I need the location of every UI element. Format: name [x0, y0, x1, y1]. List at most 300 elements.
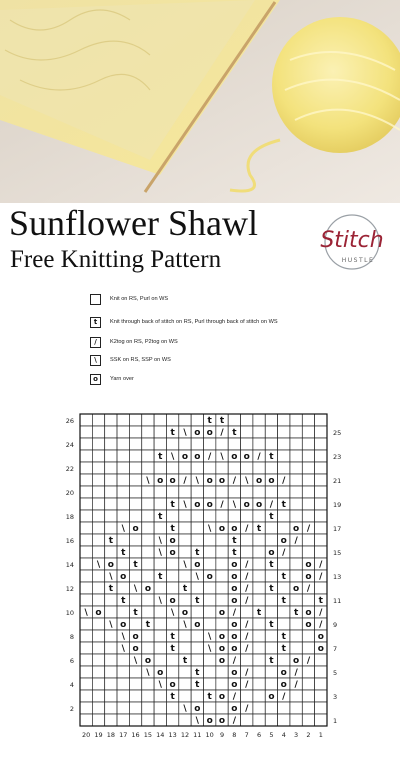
chart-cell [179, 546, 191, 558]
chart-cell [117, 498, 129, 510]
chart-cell [92, 618, 104, 630]
chart-cell [80, 510, 92, 522]
chart-cell [204, 678, 216, 690]
column-label: 4 [281, 731, 286, 739]
chart-symbol: o [144, 584, 152, 594]
chart-cell [278, 582, 290, 594]
chart-cell [166, 558, 178, 570]
chart-cell [142, 630, 154, 642]
chart-cell [253, 594, 265, 606]
chart-symbol: \ [133, 584, 138, 594]
chart-symbol: \ [195, 572, 199, 582]
chart-symbol: / [232, 716, 237, 726]
chart-cell [80, 582, 92, 594]
chart-symbol: t [170, 524, 175, 534]
chart-cell [105, 594, 117, 606]
chart-cell [204, 486, 216, 498]
chart-cell [216, 486, 228, 498]
chart-cell [290, 450, 302, 462]
chart-cell [253, 666, 265, 678]
chart-cell [191, 654, 203, 666]
chart-symbol: o [206, 500, 213, 510]
chart-symbol: o [231, 596, 238, 606]
chart-cell [154, 558, 166, 570]
chart-symbol: t [133, 560, 138, 570]
chart-symbol: / [245, 620, 249, 630]
chart-cell [179, 462, 191, 474]
chart-cell [179, 666, 191, 678]
chart-symbol: \ [220, 452, 224, 462]
chart-symbol: o [218, 524, 226, 534]
chart-cell [265, 678, 277, 690]
chart-symbol: o [206, 476, 213, 486]
chart-symbol: / [306, 584, 311, 594]
chart-cell [166, 462, 178, 474]
chart-cell [241, 462, 253, 474]
chart-symbol: o [293, 584, 300, 594]
page-subtitle: Free Knitting Pattern [10, 246, 222, 273]
chart-cell [241, 606, 253, 618]
chart-cell [117, 690, 129, 702]
chart-cell [154, 462, 166, 474]
chart-symbol: / [220, 500, 224, 510]
chart-cell [92, 498, 104, 510]
chart-symbol: o [231, 452, 238, 462]
column-label: 6 [257, 731, 262, 739]
chart-cell [228, 462, 240, 474]
chart-cell [253, 642, 265, 654]
chart-cell [80, 630, 92, 642]
chart-symbol: t [121, 596, 126, 606]
chart-cell [278, 450, 290, 462]
chart-cell [253, 426, 265, 438]
chart-cell [191, 606, 203, 618]
column-label: 2 [306, 731, 311, 739]
chart-cell [191, 414, 203, 426]
row-label-right: 5 [333, 669, 338, 677]
chart-cell [105, 438, 117, 450]
chart-symbol: \ [109, 620, 113, 630]
chart-symbol: o [317, 632, 324, 642]
chart-cell [105, 426, 117, 438]
chart-cell [302, 630, 314, 642]
chart-cell [265, 714, 277, 726]
chart-cell [290, 630, 302, 642]
chart-cell [154, 654, 166, 666]
chart-cell [241, 438, 253, 450]
chart-symbol: t [281, 644, 286, 654]
chart-cell [117, 654, 129, 666]
chart-symbol: o [305, 608, 312, 618]
chart-cell [253, 462, 265, 474]
chart-cell [290, 486, 302, 498]
knitting-photo [0, 0, 400, 203]
chart-cell [216, 702, 228, 714]
chart-cell [80, 462, 92, 474]
chart-symbol: t [121, 548, 126, 558]
chart-cell [265, 702, 277, 714]
column-label: 13 [168, 731, 177, 739]
chart-cell [179, 690, 191, 702]
chart-symbol: o [157, 476, 164, 486]
chart-symbol: o [194, 560, 201, 570]
row-label-right: 13 [333, 573, 342, 581]
chart-cell [228, 510, 240, 522]
chart-symbol: t [170, 428, 175, 438]
row-label-left: 2 [69, 705, 74, 713]
chart-symbol: \ [183, 704, 187, 714]
chart-cell [80, 666, 92, 678]
chart-cell [80, 714, 92, 726]
chart-cell [290, 546, 302, 558]
chart-cell [241, 654, 253, 666]
chart-symbol: o [132, 632, 139, 642]
row-label-left: 6 [69, 657, 74, 665]
chart-symbol: t [108, 584, 114, 594]
chart-cell [92, 510, 104, 522]
chart-cell [265, 486, 277, 498]
chart-symbol: o [120, 572, 127, 582]
chart-cell [142, 546, 154, 558]
chart-cell [92, 570, 104, 582]
chart-symbol: \ [195, 716, 199, 726]
chart-cell [191, 438, 203, 450]
row-label-left: 26 [65, 417, 74, 425]
chart-cell [265, 642, 277, 654]
chart-cell [278, 426, 290, 438]
chart-cell [105, 546, 117, 558]
chart-cell [302, 594, 314, 606]
row-label-right: 25 [333, 429, 342, 437]
chart-symbol: \ [183, 428, 187, 438]
chart-cell [278, 510, 290, 522]
chart-cell [92, 486, 104, 498]
legend-item [90, 373, 134, 385]
column-label: 9 [219, 731, 225, 739]
chart-symbol: o [169, 680, 176, 690]
chart-cell [142, 426, 154, 438]
column-label: 15 [143, 731, 153, 739]
chart-cell [105, 474, 117, 486]
chart-cell [105, 522, 117, 534]
chart-symbol: o [206, 428, 213, 438]
chart-symbol: o [305, 620, 312, 630]
chart-cell [142, 414, 154, 426]
chart-symbol: o [120, 620, 127, 630]
legend-text: K2tog on RS, P2tog on WS [110, 339, 178, 345]
chart-cell [204, 462, 216, 474]
chart-symbol: o [169, 548, 176, 558]
chart-cell [80, 642, 92, 654]
chart-cell [80, 522, 92, 534]
chart-symbol: o [231, 632, 238, 642]
chart-cell [80, 414, 92, 426]
chart-cell [117, 426, 129, 438]
chart-cell [204, 594, 216, 606]
chart-cell [179, 486, 191, 498]
chart-cell [105, 606, 117, 618]
chart-cell [179, 642, 191, 654]
chart-cell [302, 438, 314, 450]
chart-symbol: t [281, 596, 286, 606]
chart-symbol: o [231, 572, 238, 582]
chart-cell [80, 654, 92, 666]
chart-cell [265, 522, 277, 534]
chart-symbol: t [170, 632, 175, 642]
chart-cell [302, 510, 314, 522]
chart-cell [253, 546, 265, 558]
chart-cell [216, 678, 228, 690]
chart-cell [204, 582, 216, 594]
chart-cell [241, 414, 253, 426]
chart-cell [80, 474, 92, 486]
legend-item [90, 354, 171, 366]
chart-symbol: / [294, 536, 298, 546]
chart-cell [105, 462, 117, 474]
chart-symbol: / [306, 524, 311, 534]
chart-symbol: o [255, 476, 263, 486]
chart-cell [278, 702, 290, 714]
chart-symbol: o [218, 608, 226, 618]
chart-symbol: o [317, 644, 324, 654]
chart-symbol: / [294, 668, 298, 678]
chart-symbol: o [293, 524, 300, 534]
chart-cell [315, 438, 327, 450]
chart-symbol: t [158, 512, 163, 522]
chart-cell [290, 594, 302, 606]
chart-cell [179, 630, 191, 642]
chart-symbol: \ [183, 560, 187, 570]
chart-cell [216, 618, 228, 630]
chart-cell [253, 558, 265, 570]
chart-cell [204, 534, 216, 546]
chart-cell [129, 666, 141, 678]
chart-cell [302, 642, 314, 654]
chart-cell [302, 486, 314, 498]
chart-cell [129, 450, 141, 462]
row-label-right: 9 [333, 621, 338, 629]
chart-symbol: / [257, 452, 261, 462]
chart-symbol: o [231, 524, 238, 534]
column-label: 19 [94, 731, 103, 739]
chart-cell [191, 690, 203, 702]
chart-cell [191, 486, 203, 498]
chart-symbol: o [218, 632, 226, 642]
chart-symbol: o [206, 572, 213, 582]
row-label-right: 3 [333, 693, 338, 701]
chart-cell [117, 510, 129, 522]
chart-symbol: t [232, 548, 237, 558]
chart-symbol: o [218, 476, 226, 486]
chart-cell [92, 426, 104, 438]
chart-symbol: t [207, 416, 212, 426]
legend-text: Knit on RS, Purl on WS [110, 296, 169, 302]
chart-cell [92, 690, 104, 702]
chart-cell [129, 618, 141, 630]
chart-cell [129, 426, 141, 438]
chart-cell [191, 462, 203, 474]
column-label: 17 [119, 731, 128, 739]
chart-cell [179, 414, 191, 426]
chart-symbol: o [132, 524, 139, 534]
chart-symbol: \ [146, 668, 150, 678]
chart-symbol: o [169, 536, 176, 546]
chart-cell [80, 702, 92, 714]
chart-symbol: o [194, 500, 201, 510]
chart-cell [253, 702, 265, 714]
chart-symbol: / [269, 500, 274, 510]
chart-cell [315, 510, 327, 522]
chart-cell [154, 582, 166, 594]
chart-symbol: o [144, 656, 152, 666]
chart-symbol: t [256, 608, 262, 618]
chart-cell [80, 570, 92, 582]
chart-cell [117, 450, 129, 462]
chart-cell [179, 510, 191, 522]
chart-cell [154, 702, 166, 714]
chart-symbol: o [95, 608, 102, 618]
chart-cell [253, 534, 265, 546]
chart-cell [265, 426, 277, 438]
chart-cell [154, 426, 166, 438]
chart-cell [191, 630, 203, 642]
chart-symbol: t [182, 584, 188, 594]
chart-symbol: t [108, 536, 114, 546]
chart-cell [105, 702, 117, 714]
chart-symbol: o [231, 560, 238, 570]
chart-symbol: o [181, 608, 189, 618]
logo-sub: HUSTLE [341, 257, 375, 264]
chart-cell [253, 582, 265, 594]
chart-symbol: / [245, 524, 249, 534]
chart-cell [290, 498, 302, 510]
chart-symbol: o [218, 692, 226, 702]
chart-cell [129, 546, 141, 558]
chart-cell [216, 666, 228, 678]
chart-symbol: o [305, 572, 312, 582]
chart-cell [290, 558, 302, 570]
chart-symbol: / [245, 704, 249, 714]
chart-cell [154, 630, 166, 642]
chart-cell [278, 414, 290, 426]
chart-symbol: \ [121, 632, 125, 642]
chart-cell [142, 690, 154, 702]
chart-symbol: o [280, 536, 287, 546]
chart-symbol: \ [158, 596, 162, 606]
chart-cell [105, 450, 117, 462]
chart-cell [105, 690, 117, 702]
chart-cell [142, 714, 154, 726]
column-label: 12 [180, 731, 190, 739]
chart-symbol: t [281, 632, 286, 642]
chart-cell [92, 678, 104, 690]
chart-symbol: o [206, 716, 213, 726]
chart-symbol: o [231, 668, 238, 678]
chart-cell [278, 714, 290, 726]
chart-symbol: \ [245, 476, 249, 486]
chart-cell [290, 618, 302, 630]
row-label-right: 17 [333, 525, 342, 533]
chart-cell [166, 486, 178, 498]
chart-cell [142, 510, 154, 522]
chart-cell [92, 630, 104, 642]
chart-cell [265, 414, 277, 426]
chart-symbol: o [231, 704, 238, 714]
chart-cell [241, 486, 253, 498]
chart-cell [80, 558, 92, 570]
chart-cell [302, 462, 314, 474]
chart-cell [204, 702, 216, 714]
legend-item [90, 336, 178, 348]
chart-cell [154, 606, 166, 618]
chart-cell [117, 462, 129, 474]
row-label-left: 22 [65, 465, 74, 473]
chart-cell [216, 558, 228, 570]
chart-symbol: o [218, 644, 226, 654]
legend-symbol [90, 294, 101, 305]
chart-cell [265, 438, 277, 450]
chart-cell [253, 630, 265, 642]
legend-symbol: o [90, 374, 101, 385]
row-label-left: 14 [65, 561, 74, 569]
chart-cell [241, 690, 253, 702]
chart-symbol: t [281, 500, 286, 510]
chart-symbol: t [232, 536, 237, 546]
chart-cell [80, 426, 92, 438]
header-photo [0, 0, 400, 203]
chart-cell [302, 546, 314, 558]
chart-cell [290, 462, 302, 474]
chart-cell [105, 678, 117, 690]
chart-cell [105, 486, 117, 498]
chart-symbol: o [194, 428, 201, 438]
chart-symbol: / [220, 428, 224, 438]
chart-symbol: t [219, 416, 225, 426]
chart-symbol: / [245, 572, 249, 582]
chart-cell [315, 654, 327, 666]
legend-item [90, 316, 278, 328]
chart-symbol: t [145, 620, 151, 630]
chart-cell [228, 438, 240, 450]
chart-cell [154, 642, 166, 654]
chart-symbol: t [158, 452, 163, 462]
row-label-left: 4 [69, 681, 74, 689]
chart-symbol: \ [109, 572, 113, 582]
chart-symbol: / [245, 644, 249, 654]
legend-text: Yarn over [110, 376, 134, 382]
chart-cell [302, 678, 314, 690]
chart-cell [204, 546, 216, 558]
chart-symbol: t [195, 668, 200, 678]
chart-cell [92, 594, 104, 606]
chart-cell [80, 618, 92, 630]
legend-symbol: t [90, 317, 101, 328]
chart-cell [278, 522, 290, 534]
chart-cell [129, 486, 141, 498]
chart-cell [80, 594, 92, 606]
chart-symbol: \ [170, 608, 175, 618]
chart-cell [166, 618, 178, 630]
chart-cell [92, 438, 104, 450]
chart-symbol: \ [84, 608, 88, 618]
column-label: 16 [131, 731, 140, 739]
chart-symbol: t [318, 596, 323, 606]
chart-cell [253, 690, 265, 702]
chart-cell [265, 462, 277, 474]
chart-cell [166, 702, 178, 714]
chart-symbol: \ [158, 680, 162, 690]
chart-cell [142, 534, 154, 546]
